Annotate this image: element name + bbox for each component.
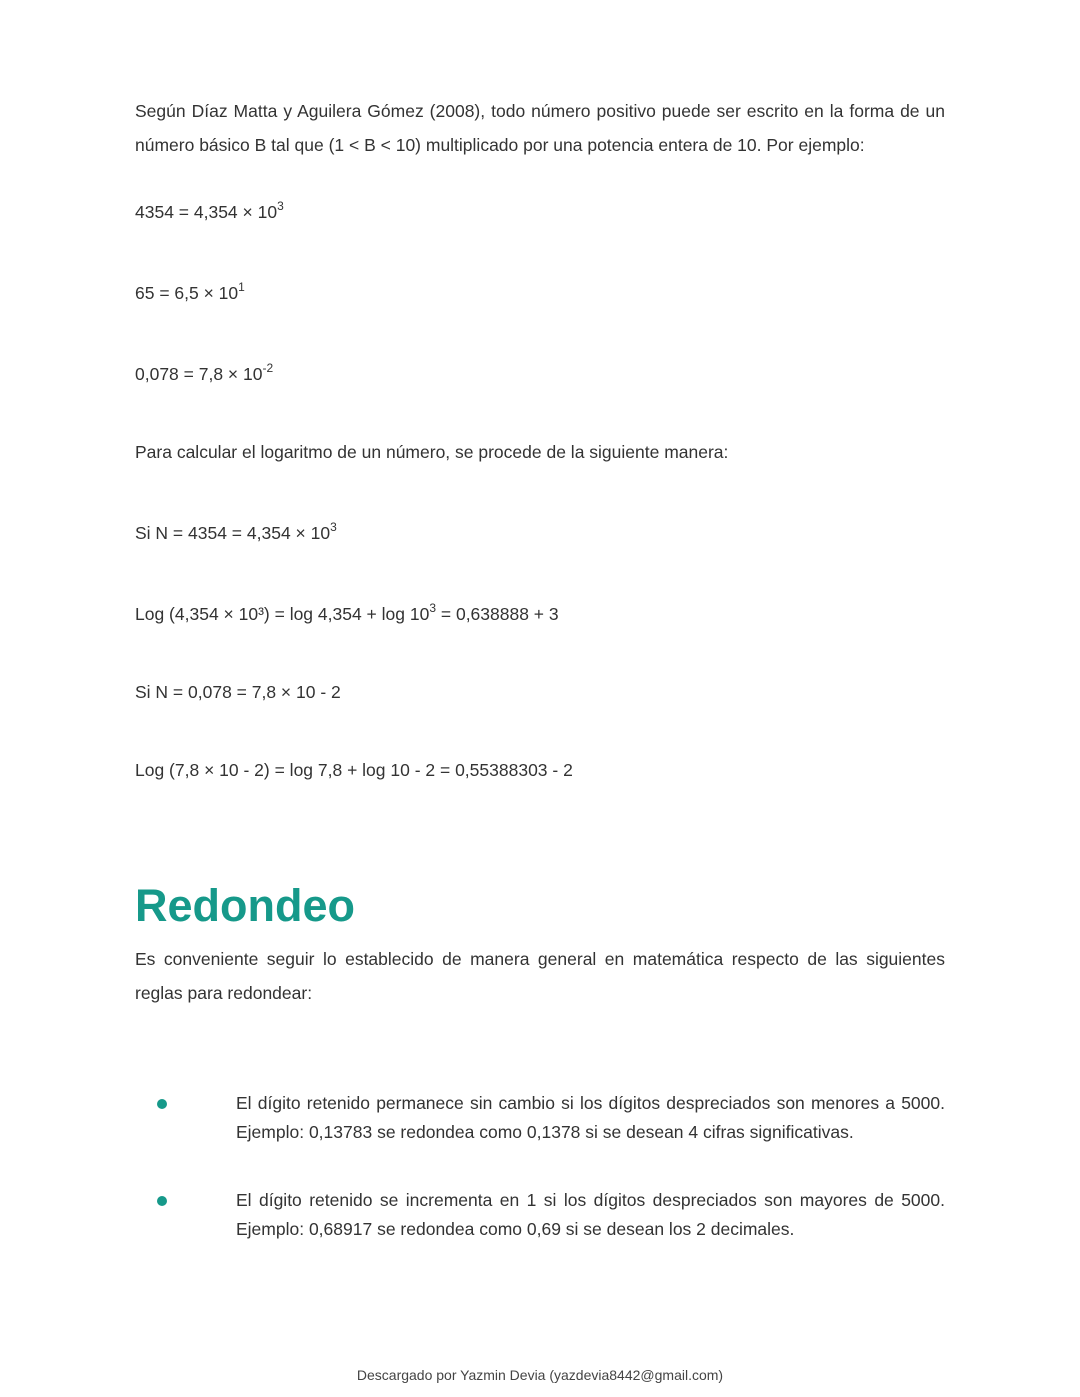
- section-title: Redondeo: [135, 880, 355, 931]
- step-1-base: Si N = 4354 = 4,354 × 10: [135, 523, 331, 543]
- bullet-text-2: El dígito retenido se incrementa en 1 si los dígitos despreciados son mayores de 5000. Ejemplo: 0,68917 se redondea como 0,69 si se desean los 2 decimales.: [236, 1190, 945, 1239]
- example-3-base: 0,078 = 7,8 × 10: [135, 364, 263, 384]
- example-1-exponent: 3: [277, 199, 284, 213]
- step-line-4: Log (7,8 × 10 - 2) = log 7,8 + log 10 - 2 = 0,55388303 - 2: [135, 760, 573, 780]
- download-footer: Descargado por Yazmin Devia (yazdevia8442@gmail.com): [356, 1367, 724, 1383]
- example-1-base: 4354 = 4,354 × 10: [135, 202, 278, 222]
- step-2-exponent: 3: [429, 601, 437, 615]
- example-line-1: [135, 200, 284, 224]
- step-line-3: Si N = 0,078 = 7,8 × 10 - 2: [135, 682, 341, 702]
- example-3-exponent: -2: [262, 361, 274, 375]
- example-2-base: 65 = 6,5 × 10: [135, 283, 239, 303]
- step-2-pre: Log (4,354 × 10³) = log 4,354 + log 10: [135, 604, 430, 624]
- step-line-1: [135, 521, 337, 545]
- step-2-post: = 0,638888 + 3: [436, 604, 559, 624]
- step-line-2: [135, 602, 559, 626]
- bullet-dot-icon: [157, 1196, 167, 1206]
- bullet-dot-icon: [157, 1099, 167, 1109]
- example-2-exponent: 1: [238, 280, 245, 294]
- step-1-exponent: 3: [330, 520, 337, 534]
- procedure-intro: Para calcular el logaritmo de un número, se procede de la siguiente manera:: [135, 442, 729, 462]
- example-line-3: [135, 362, 273, 386]
- intro-paragraph: Según Díaz Matta y Aguilera Gómez (2008), todo número positivo puede ser escrito en la forma de un número básico B tal que (1 < B < 10) multiplicado por una potencia entera de 10. Por ejemplo:: [135, 101, 945, 155]
- section-intro: Es conveniente seguir lo establecido de manera general en matemática respecto de las siguientes reglas para redondear:: [135, 949, 945, 1003]
- example-line-2: [135, 281, 245, 305]
- bullet-text-1: El dígito retenido permanece sin cambio si los dígitos despreciados son menores a 5000. Ejemplo: 0,13783 se redondea como 0,1378 si se desean 4 cifras significativas.: [236, 1093, 945, 1142]
